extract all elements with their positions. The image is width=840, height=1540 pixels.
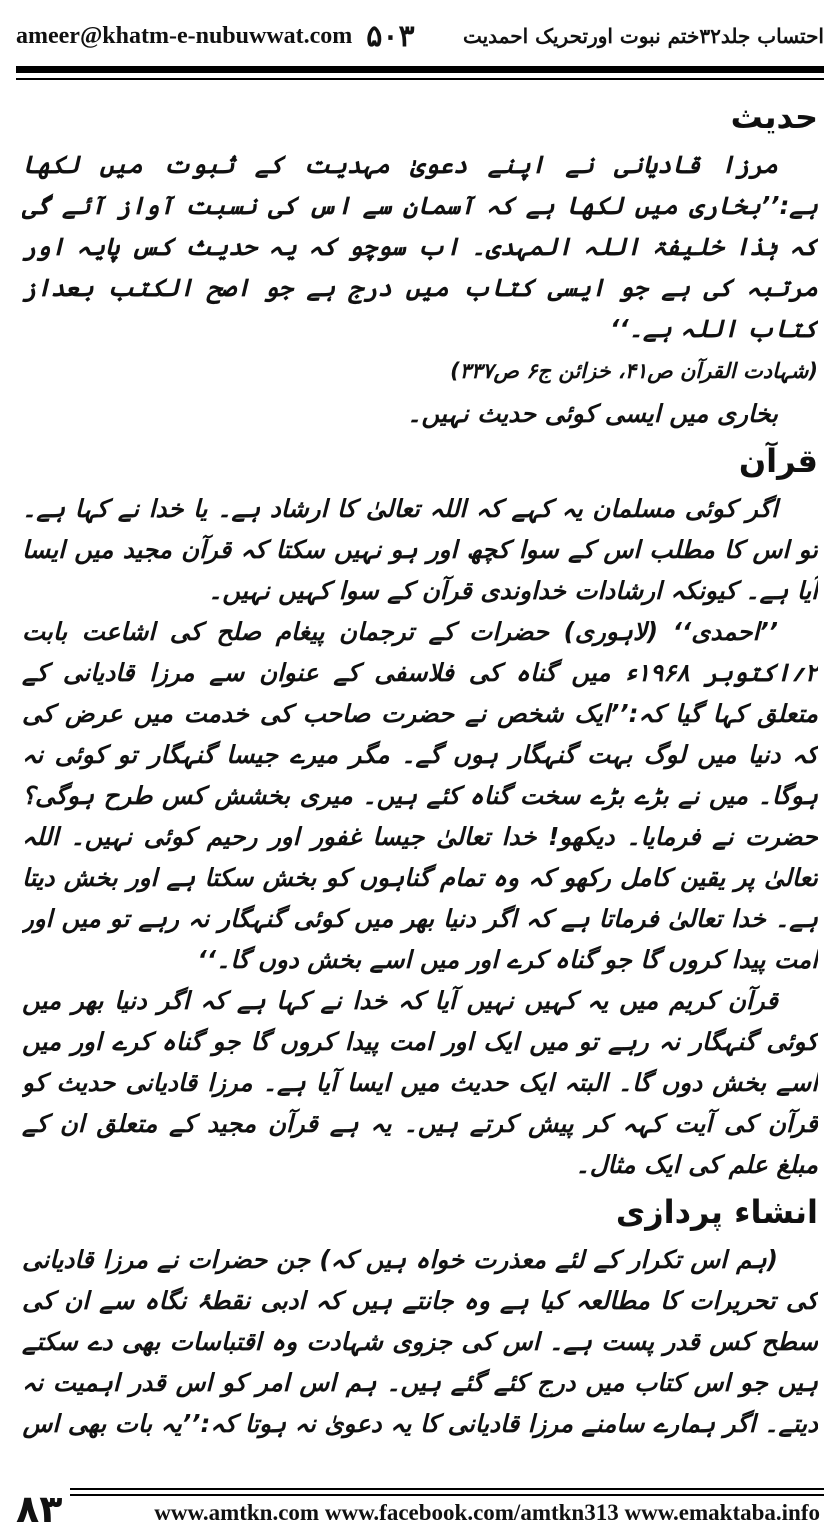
page-body: [22, 90, 818, 1470]
footer-page-number: ۸۳: [16, 1487, 63, 1531]
hadith-remark: بخاری میں ایسی کوئی حدیث نہیں۔: [407, 399, 778, 428]
hadith-reference: (شہادت القرآن ص۴۱، خزائن ج۶ ص۳۳۷): [450, 359, 818, 383]
footer-links: www.amtkn.com www.facebook.com/amtkn313 www.emaktaba.info: [154, 1500, 820, 1525]
section-heading-hadith: حدیث: [730, 98, 818, 136]
page-footer: [16, 1484, 824, 1531]
quran-paragraph-2: ’’احمدی‘‘ (لاہوری) حضرات کے ترجمان پیغام صلح کی اشاعت بابت ۲؍اکتوبر ۱۹۶۸ء میں گناہ کی فلاسفی کے عنوان سے مرزا قادیانی کے متعلق کہا گیا کہ:’’ایک شخص نے حضرت صاحب کی خدمت میں عرض کی کہ دنیا میں لوگ بہت گنہگار ہوں گے۔ مگر میرے جیسا گنہگار تو کوئی نہ ہوگا۔ میں نے بڑے بڑے سخت گناہ کئے ہیں۔ میری بخشش کس طرح ہوگی؟ حضرت نے فرمایا۔ دیکھو! خدا تعالیٰ جیسا غفور اور رحیم کوئی نہیں۔ اللہ تعالیٰ پر یقین کامل رکھو کہ وہ تمام گناہوں کو بخش سکتا ہے اور بخش دیتا ہے۔ خدا تعالیٰ فرماتا ہے کہ اگر دنیا بھر میں کوئی گنہگار نہ رہے تو میں اور امت پیدا کروں گا جو گناہ کرے اور میں اسے بخش دوں گا۔‘‘: [22, 617, 818, 974]
footer-rule: [70, 1488, 824, 1528]
quran-paragraph-3: قرآن کریم میں یہ کہیں نہیں آیا کہ خدا نے کہا ہے کہ اگر دنیا بھر میں کوئی گنہگار نہ رہے تو میں ایک اور امت پیدا کروں گا جو گناہ کرے اور میں اسے بخش دوں گا۔ البتہ ایک حدیث میں ایسا آیا ہے۔ مرزا قادیانی حدیث کو قرآن کی آیت کہہ کر پیش کرتے ہیں۔ یہ ہے قرآن مجید کے متعلق ان کے مبلغ علم کی ایک مثال۔: [22, 986, 818, 1179]
insha-paragraph: (ہم اس تکرار کے لئے معذرت خواہ ہیں کہ) جن حضرات نے مرزا قادیانی کی تحریرات کا مطالعہ کیا ہے وہ جانتے ہیں کہ ادبی نقطۂ نگاہ سے ان کی سطح کس قدر پست ہے۔ اس کی جزوی شہادت وہ اقتباسات بھی دے سکتے ہیں جو اس کتاب میں درج کئے گئے ہیں۔ ہم اس امر کو اس قدر اہمیت نہ دیتے۔ اگر ہمارے سامنے مرزا قادیانی کا یہ دعویٰ نہ ہوتا کہ:’’یہ بات بھی اس: [22, 1245, 818, 1438]
quran-paragraph-1: اگر کوئی مسلمان یہ کہے کہ اللہ تعالیٰ کا ارشاد ہے۔ یا خدا نے کہا ہے۔ تو اس کا مطلب اس کے سوا کچھ اور ہو نہیں سکتا کہ قرآن مجید میں ایسا آیا ہے۔ کیونکہ ارشادات خداوندی قرآن کے سوا کہیں نہیں۔: [22, 494, 818, 605]
section-heading-quran: قرآن: [738, 442, 818, 480]
section-heading-insha: انشاء پردازی: [615, 1193, 818, 1231]
header-book-title: احتساب جلد۳۲ختم نبوت اورتحریک احمدیت: [462, 24, 824, 48]
page-header: [16, 10, 824, 62]
header-rule-thin: [16, 78, 824, 80]
header-page-number: ۵۰۳: [366, 18, 415, 54]
header-left: [16, 19, 415, 54]
hadith-paragraph: مرزا قادیانی نے اپنے دعویٰ مہدیت کے ثبوت میں لکھا ہے:’’بخاری میں لکھا ہے کہ آسمان سے اس کی نسبت آواز آئے گی کہ ہٰذا خلیفۃ اللہ المہدی۔ اب سوچو کہ یہ حدیث کس پایہ اور مرتبہ کی ہے جو ایسی کتاب میں درج ہے جو اصح الکتب بعداز کتاب اللہ ہے۔‘‘: [22, 150, 818, 343]
header-email: ameer@khatm-e-nubuwwat.com: [16, 22, 353, 49]
header-rule-thick: [16, 66, 824, 73]
